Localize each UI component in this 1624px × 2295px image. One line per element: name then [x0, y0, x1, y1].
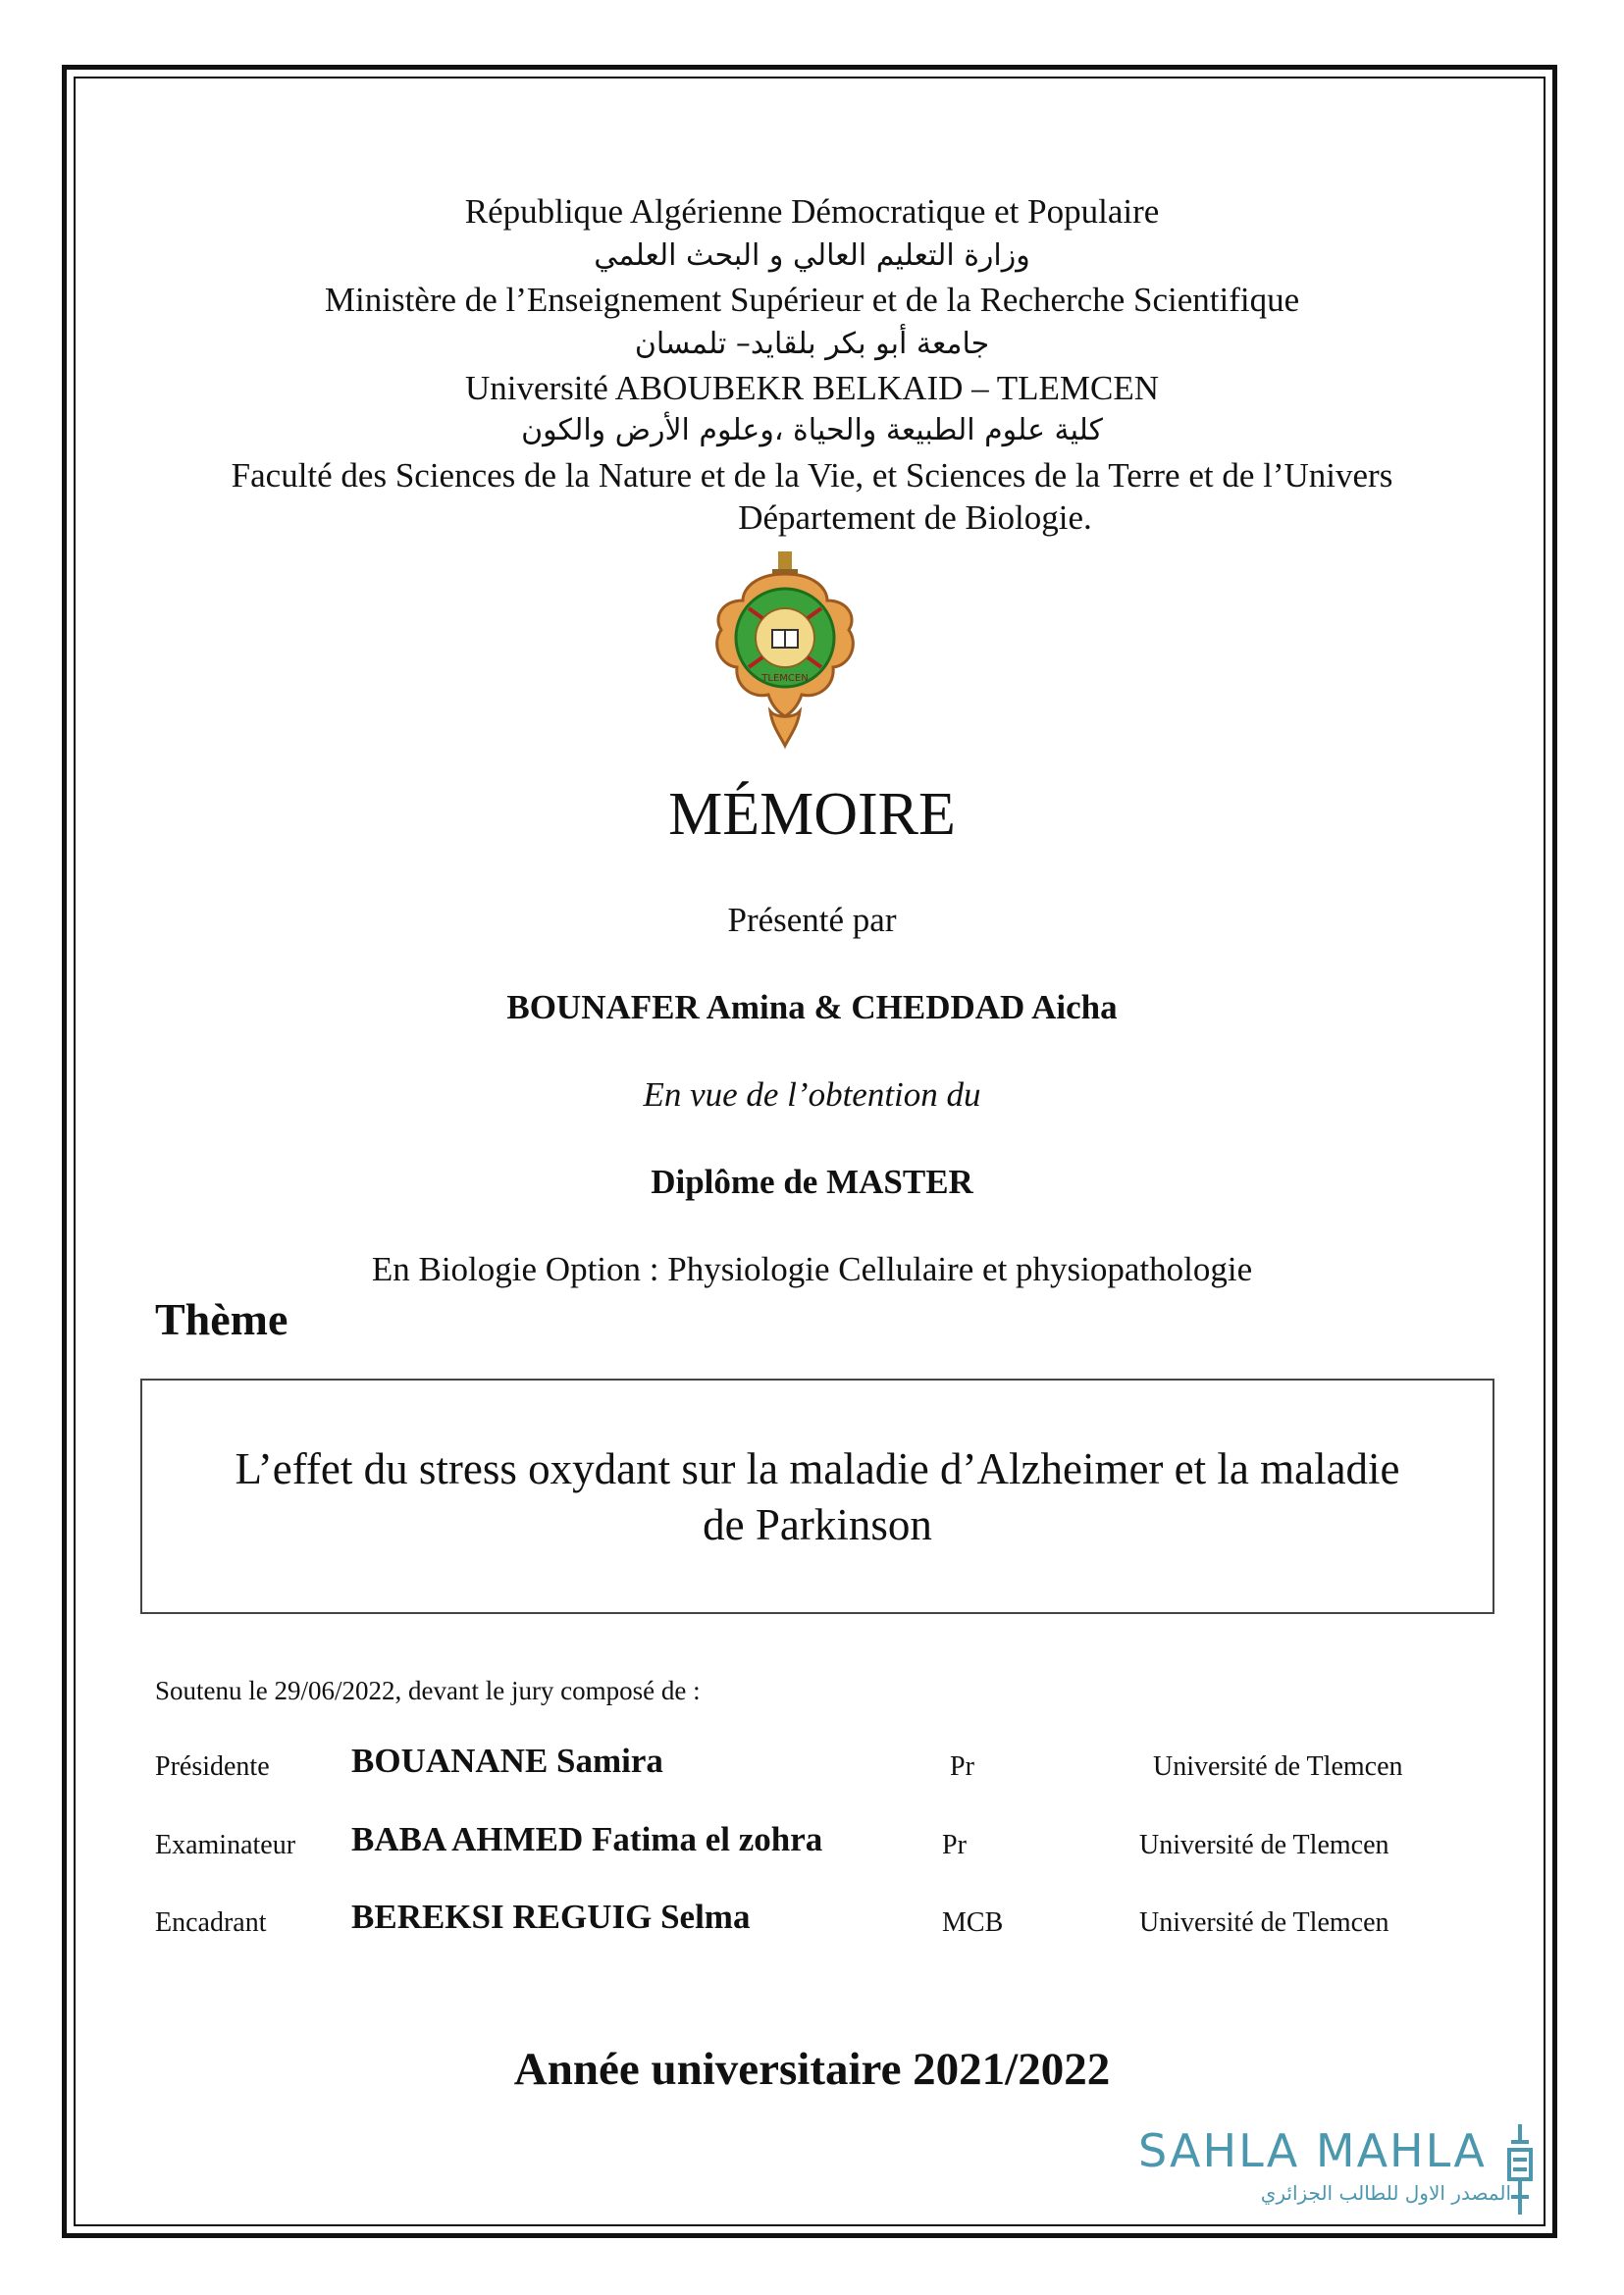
document-type-title: MÉMOIRE — [668, 781, 956, 848]
jury-grade: MCB — [942, 1907, 1004, 1938]
jury-row — [0, 1742, 1624, 1791]
ministry-heading: Ministère de l’Enseignement Supérieur et de la Recherche Scientifique — [324, 281, 1300, 319]
jury-row — [0, 1898, 1624, 1947]
theme-title-line-2: de Parkinson — [703, 1500, 932, 1549]
logo-seal-text: TLEMCEN — [761, 673, 809, 684]
jury-institution: Université de Tlemcen — [1139, 1907, 1389, 1938]
sahla-mahla-watermark — [1138, 2124, 1531, 2222]
jury-name: BOUANANE Samira — [351, 1742, 663, 1780]
university-heading: Université ABOUBEKR BELKAID – TLEMCEN — [464, 369, 1160, 407]
jury-institution: Université de Tlemcen — [1153, 1751, 1403, 1782]
department-heading: Département de Biologie. — [738, 498, 1092, 537]
watermark-subtitle: المصدر الاول للطالب الجزائري — [1260, 2181, 1511, 2205]
theme-box — [140, 1379, 1494, 1614]
watermark-calligraphy-icon — [1503, 2120, 1537, 2218]
defense-intro: Soutenu le 29/06/2022, devant le jury composé de : — [155, 1676, 701, 1705]
watermark-title: SAHLA MAHLA — [1138, 2124, 1487, 2177]
option-line: En Biologie Option : Physiologie Cellulaire et physiopathologie — [371, 1250, 1253, 1288]
jury-name: BEREKSI REGUIG Selma — [351, 1898, 751, 1936]
jury-institution: Université de Tlemcen — [1139, 1830, 1389, 1860]
republic-heading: République Algérienne Démocratique et Populaire — [464, 192, 1160, 231]
diploma-title: Diplôme de MASTER — [651, 1163, 973, 1201]
jury-grade: Pr — [942, 1830, 967, 1860]
theme-label: Thème — [155, 1294, 288, 1344]
jury-role: Examinateur — [155, 1830, 296, 1860]
faculty-arabic: كلية علوم الطبيعة والحياة ،وعلوم الأرض والكون — [521, 413, 1103, 447]
ministry-arabic: وزارة التعليم العالي و البحث العلمي — [594, 238, 1030, 273]
jury-grade: Pr — [950, 1751, 974, 1782]
presented-by-label: Présenté par — [727, 901, 897, 939]
jury-role: Encadrant — [155, 1907, 267, 1938]
jury-row — [0, 1820, 1624, 1869]
faculty-heading: Faculté des Sciences de la Nature et de la Vie, et Sciences de la Terre et de l’Univers — [231, 456, 1393, 495]
university-logo-icon — [711, 549, 859, 751]
jury-role: Présidente — [155, 1751, 270, 1782]
theme-title-line-1: L’effet du stress oxydant sur la maladie d’Alzheimer et la maladie — [235, 1444, 1400, 1493]
university-arabic: جامعة أبو بكر بلقايد– تلمسان — [634, 327, 990, 361]
jury-name: BABA AHMED Fatima el zohra — [351, 1820, 823, 1858]
authors: BOUNAFER Amina & CHEDDAD Aicha — [506, 988, 1118, 1026]
academic-year: Année universitaire 2021/2022 — [513, 2044, 1111, 2095]
obtention-label: En vue de l’obtention du — [643, 1075, 981, 1114]
